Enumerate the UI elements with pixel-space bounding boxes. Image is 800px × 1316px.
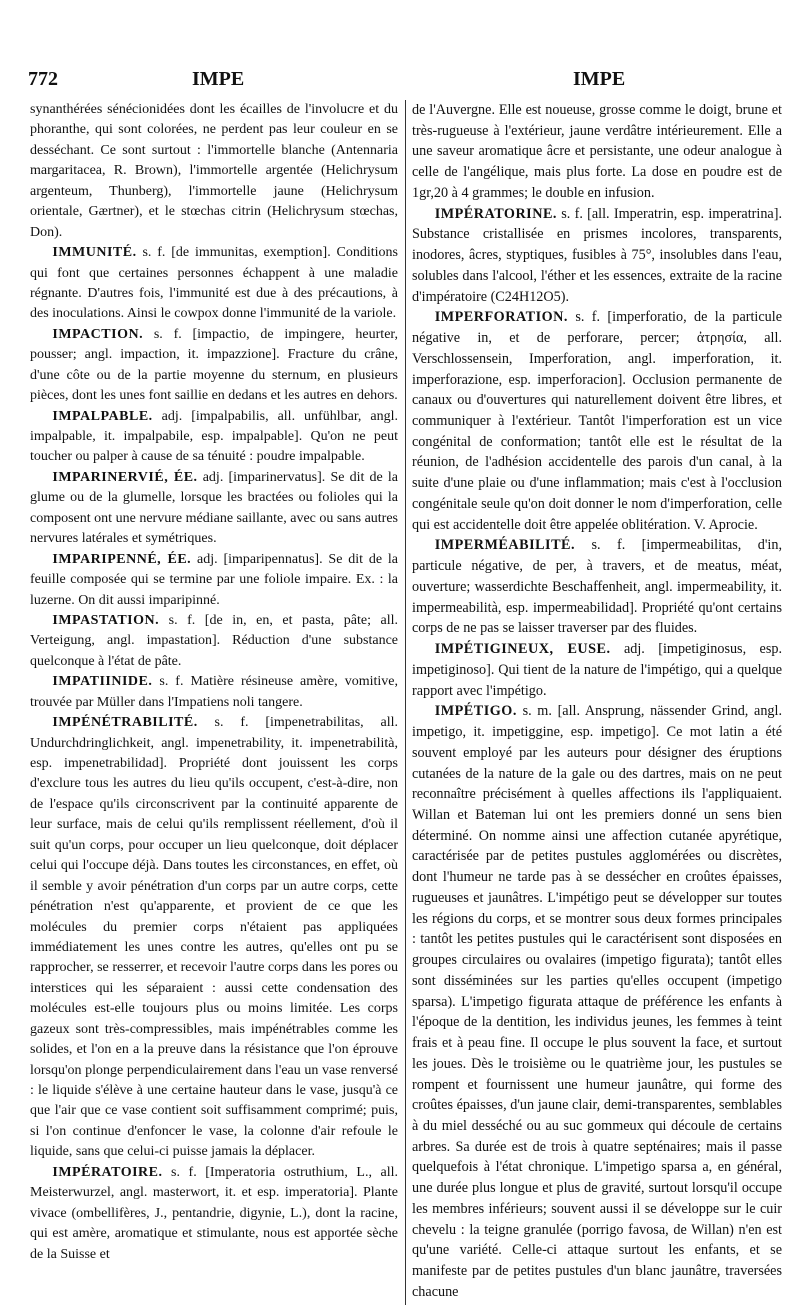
headword: IMPARINERVIÉ, ÉE. <box>52 469 198 485</box>
entry-impetigo: IMPÉTIGO. s. m. [all. Ansprung, nässender Grind, angl. impetigo, it. impetiggine, esp. impetigo]. Ce mot latin a été souvent employé par les auteurs pour désigner des éruptions cutanées de la nature de la gale ou des dartres, mais on ne peut reconnaître précisément à quelles affections ils l'appliquaient. Willan et Bateman lui ont les premiers donné un sens bien déterminé. On nomme ainsi une affection cutanée apyrétique, caractérisée par de petites pustules agglomérées ou discrètes, dont l'humeur ne tarde pas à se dessécher en croûtes épaisses, rugueuses et jaunâtres. L'impétigo peut se développer sur toutes les régions du corps, et se montrer sous deux formes principales : tantôt les petites pustules qui le caractérisent sont disposées en groupes circulaires ou ovalaires (impetigo figurata); tantôt elles sont disséminées sur les parties qu'elles occupent (impetigo sparsa). L'impetigo figurata attaque de préférence les enfants à l'époque de la dentition, les individus jeunes, les femmes à teint frais et à peau fine. Il occupe le plus souvent la face, et surtout les joues. Dès le troisième ou le quatrième jour, les pustules se rompent et fournissent une humeur jaunâtre, qui forme des croûtes épaisses, d'un jaune clair, demi-transparentes, semblables à du miel desséché ou au suc gommeux qui découle de certains arbres. Sa durée est de trois à quatre septénaires; mais il passe quelquefois à l'état chronique. L'impetigo sparsa a, en général, une durée plus longue et plus de gravité, surtout lorsqu'il occupe les membres inférieurs; souvent aussi il se développe sur le cuir chevelu : la teigne granulée (porrigo favosa, de Willan) n'en est qu'une variété. Celle-ci attaque surtout les enfants, et se manifeste par de petites pustules d'un blanc jaunâtre, traversées chacune <box>412 703 782 1300</box>
entry-impermeabilite: IMPERMÉABILITÉ. s. f. [impermeabilitas, d'in, particule négative, de per, à travers, et de meatus, méat, ouverture; wasserdichte Beschaffenheit, angl. impermeability, it. impermeabilità, esp. impermeabilidad]. Propriété qu'ont certains corps de ne pas se laisser traverser par des fluides. <box>412 537 782 637</box>
entry-impaction: IMPACTION. s. f. [impactio, de impingere, heurter, pousser; angl. impaction, it. impazzione]. Fracture du crâne, d'une côte ou de la partie moyenne du sternum, en plusieurs pièces, dont les unes font saillie en dedans et les autres en dehors. <box>30 326 398 404</box>
entry-impetigineux: IMPÉTIGINEUX, EUSE. adj. [impetiginosus, esp. impetiginoso]. Qui tient de la nature de l'impétigo, qui a quelque rapport avec l'impétigo. <box>412 641 782 699</box>
entry-impastation: IMPASTATION. s. f. [de in, en, et pasta, pâte; all. Verteigung, angl. impastation]. Réduction d'une substance quelconque à l'état de pâte. <box>30 612 398 669</box>
column-divider <box>405 100 406 1305</box>
entry-impenetrabilite: IMPÉNÉTRABILITÉ. s. f. [impenetrabilitas, all. Undurchdringlichkeit, angl. impenetrability, it. impenetrabilità, esp. impenetrabilidad]. Propriété dont jouissent les corps d'exclure tous les autres du lieu qu'ils occupent, c'est-à-dire, non de l'espace qu'ils circonscrivent par la continuité apparente de leur surface, mais de celui qu'ils remplissent réellement, d'où il suit qu'un corps, pour occuper un lieu quelconque, doit déplacer celui qui l'occupe déjà. Dans toutes les circonstances, en effet, où il semble y avoir pénétration d'un corps par un autre corps, cette pénétration n'est qu'apparente, et provient de ce que les molécules du premier corps n'étaient pas appliquées immédiatement les unes contre les autres, qu'elles ont pu se rapprocher, se resserrer, et recevoir l'autre corps dans les pores ou interstices qui les séparaient : aussi cette condensation des molécules est-elle toujours plus ou moins limitée. Les corps gazeux sont très-compressibles, mais impénétrables comme les solides, et l'on en a la preuve dans la résistance que l'on éprouve lorsqu'on plonge perpendiculairement dans l'eau un vase renversé : le liquide s'élève à une certaine hauteur dans le vase, jusqu'à ce que l'air que ce vase contient soit suffisamment comprimé; puis, si l'on continue d'enfoncer le vase, la colonne d'air refoule le liquide, sans que celui-ci puisse jamais la déplacer. <box>30 715 398 1160</box>
entry-continuation: synanthérées sénécionidées dont les écailles de l'involucre et du phoranthe, qui sont colorées, ne perdent pas leur couleur en se desséchant. Ce sont surtout : l'immortelle blanche (Antennaria margaritacea, R. Brown), l'immortelle argentée (Helichrysum argenteum, Thunberg), l'immortelle jaune (Helichrysum orientale, Gærtner), et le stœchas citrin (Helichrysum stœchas, Don). <box>30 102 398 240</box>
headword: IMPÉRATORINE. <box>434 205 557 222</box>
headword: IMPALPABLE. <box>52 408 153 424</box>
entry-imperatorine: IMPÉRATORINE. s. f. [all. Imperatrin, esp. imperatrina]. Substance cristallisée en prismes incolores, transparents, inodores, âcres, styptiques, fusibles à 75°, insolubles dans l'eau, solubles dans l'alcool, l'éther et les essences, extraite de la racine d'impératoire (C24H12O5). <box>412 205 782 305</box>
right-column <box>412 100 782 1305</box>
headword: IMPARIPENNÉ, ÉE. <box>52 551 192 567</box>
page-header <box>28 68 788 98</box>
headword: IMPÉRATOIRE. <box>52 1164 163 1180</box>
headword: IMMUNITÉ. <box>52 245 137 261</box>
headword: IMPÉTIGO. <box>434 703 517 720</box>
headword: IMPATIINIDE. <box>52 674 153 690</box>
running-head-right: IMPE <box>573 68 626 90</box>
entry-immunite: IMMUNITÉ. s. f. [de immunitas, exemption]. Conditions qui font que certaines personnes échappent à une maladie régnante. D'autres fois, l'immunité est due à des précautions, à des inoculations. Ainsi le cowpox donne l'immunité de la variole. <box>30 245 398 322</box>
headword: IMPACTION. <box>52 326 144 342</box>
entry-impalpable: IMPALPABLE. adj. [impalpabilis, all. unfühlbar, angl. impalpable, it. impalpabile, esp. impalpable]. Qu'on ne peut toucher ou palper à cause de sa ténuité : poudre impalpable. <box>30 408 398 465</box>
headword: IMPASTATION. <box>52 612 160 628</box>
entry-imparinervie: IMPARINERVIÉ, ÉE. adj. [imparinervatus]. Se dit de la glume ou de la glumelle, lorsque les bractées ou folioles qui la composent ont une nervure médiane saillante, avec ou sans autres nervures latérales et symétriques. <box>30 469 398 547</box>
headword: IMPERMÉABILITÉ. <box>434 537 576 554</box>
entry-impatiinide: IMPATIINIDE. s. f. Matière résineuse amère, vomitive, trouvée par Müller dans l'Impatiens noli tangere. <box>30 674 398 710</box>
entry-imperatoire: IMPÉRATOIRE. s. f. [Imperatoria ostruthium, L., all. Meisterwurzel, angl. masterwort, it. et esp. imperatoria]. Plante vivace (ombellifères, J., pentandrie, digynie, L.), dont la racine, qui est amère, aromatique et stimulante, nous est apportée sèche de la Suisse et <box>30 1164 398 1262</box>
page-number: 772 <box>28 68 58 90</box>
running-head-left: IMPE <box>192 68 245 90</box>
entry-continuation: de l'Auvergne. Elle est noueuse, grosse comme le doigt, brune et très-rugueuse à l'extérieur, jaune verdâtre intérieurement. Elle a une saveur aromatique âcre et persistante, une odeur analogue à celle de l'angélique, mais plus forte. La dose en poudre est de 1gr,20 à 4 grammes; le double en infusion. <box>412 102 782 201</box>
headword: IMPERFORATION. <box>434 309 568 326</box>
entry-imparipenne: IMPARIPENNÉ, ÉE. adj. [imparipennatus]. Se dit de la feuille composée qui se termine par une foliole impaire. Ex. : la luzerne. On dit aussi imparipinné. <box>30 551 398 608</box>
headword: IMPÉNÉTRABILITÉ. <box>52 715 198 731</box>
left-column <box>30 100 398 1305</box>
headword: IMPÉTIGINEUX, EUSE. <box>434 641 611 658</box>
entry-imperforation: IMPERFORATION. s. f. [imperforatio, de la particule négative in, et de perforare, percer; ἀτρησία, all. Verschlossensein, Imperforation, angl. imperforation, it. imperforazione, esp. imperforacion]. Occlusion permanente de canaux ou d'ouvertures qui naturellement doivent être libres, et communiquer à l'extérieur. Tantôt l'imperforation est un vice congénital de conformation; tantôt elle est le résultat de la réunion, de l'adhésion accidentelle des parois d'un canal, à la suite d'une plaie ou d'une inflammation; mais c'est à l'occlusion congénitale seule qu'on doit donner le nom d'imperforation, celle qui est accidentelle doit être appelée oblitération. V. Aprocie. <box>412 309 782 533</box>
